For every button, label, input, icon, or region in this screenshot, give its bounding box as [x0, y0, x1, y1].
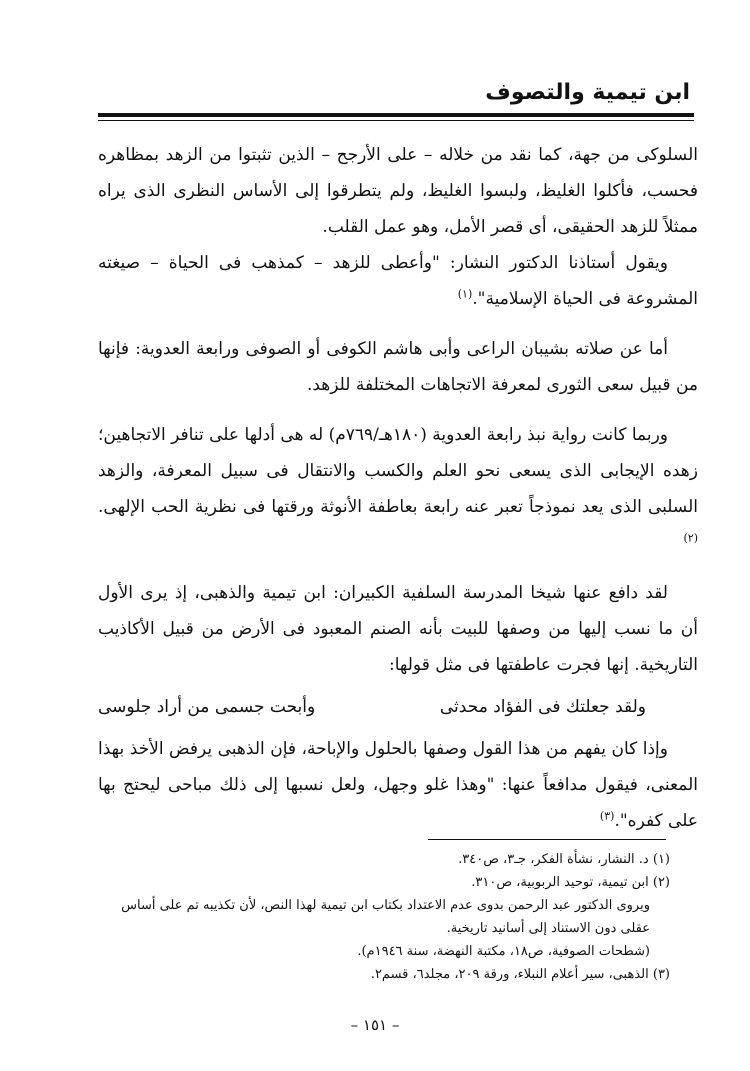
paragraph-4: [98, 417, 698, 561]
paragraph-2-text: ويقول أستاذنا الدكتور النشار: "وأعطى للزهد – كمذهب فى الحياة – صيغته المشروعة فى الحياة الإسلامية".: [98, 253, 698, 309]
running-header: [108, 80, 690, 110]
footnote-2: (٢) ابن تيمية، توحيد الربوبية، ص٣١٠.: [471, 875, 670, 890]
paragraph-2: [98, 245, 698, 317]
paragraph-3: أما عن صلاته بشيبان الراعى وأبى هاشم الكوفى أو الصوفى ورابعة العدوية: فإنها من قبيل سعى الثورى لمعرفة الاتجاهات المختلفة للزهد.: [98, 339, 698, 395]
footnote-2-continuation: ويروى الدكتور عبد الرحمن بدوى عدم الاعتداد بكتاب ابن تيمية لهذا النص، لأن تكذيبه تم على أساس عقلى دون الاستناد إلى أسانيد تاريخية.: [121, 898, 650, 936]
footnote-1: (١) د. النشار، نشأة الفكر، جـ٣، ص٣٤٠.: [458, 852, 670, 867]
footnote-ref-1: (١): [457, 287, 473, 301]
paragraph-6-text: وإذا كان يفهم من هذا القول وصفها بالحلول والإباحة، فإن الذهبى يرفض الأخذ بهذا المعنى، فيقول مدافعاً عنها: "وهذا غلو وجهل، ولعل نسبها إلى ذلك مباحى ليحتج بها على كفره".: [98, 739, 698, 831]
poem-verse: [98, 689, 698, 725]
footnote-2-source: (شطحات الصوفية، ص١٨، مكتبة النهضة، سنة ١٩٤٦م).: [357, 944, 650, 959]
footnote-ref-2: (٢): [683, 531, 698, 545]
header-rule-thin: [98, 120, 694, 121]
footnotes: [118, 848, 670, 986]
verse-first-hemistich: ولقد جعلتك فى الفؤاد محدثى: [439, 697, 646, 717]
paragraph-5: لقد دافع عنها شيخا المدرسة السلفية الكبيران: ابن تيمية والذهبى، إذ يرى الأول أن ما نسب إليها من وصفها للبيت بأنه الصنم المعبود فى الأرض من قبيل الأكاذيب التاريخية. إنها فجرت عاطفتها فى مثل قولها:: [98, 583, 698, 675]
header-rule-thick: [98, 113, 694, 117]
paragraph-1: السلوكى من جهة، كما نقد من خلاله – على الأرجح – الذين تثبتوا من الزهد بمظاهره فحسب، فأكلوا الغليظ، ولبسوا الغليظ، ولم يتطرقوا إلى الأساس النظرى الذى يراه ممثلاً للزهد الحقيقى، أى قصر الأمل، وهو عمل القلب.: [98, 145, 698, 237]
page-number: – ١٥١ –: [350, 1016, 400, 1034]
main-text: [98, 137, 698, 839]
footnote-separator: [428, 839, 666, 840]
footnote-ref-3: (٣): [599, 809, 615, 823]
paragraph-4-text: وربما كانت رواية نبذ رابعة العدوية (١٨٠هـ/٧٦٩م) له هى أدلها على تنافر الاتجاهين؛ زهده الإيجابى الذى يسعى نحو العلم والكسب والانتقال فى سبيل المعرفة، والزهد السلبى الذى يعد نموذجاً تعبر عنه رابعة بعاطفة الأنوثة ورقتها فى نظرية الحب الإلهى.: [98, 425, 698, 517]
header-title: ابن تيمية والتصوف: [485, 80, 690, 105]
paragraph-6: [98, 731, 698, 839]
footnote-3: (٣) الذهبى، سير أعلام النبلاء، ورقة ٢٠٩، مجلد٦، قسم٢.: [370, 967, 670, 982]
verse-second-hemistich: وأبحت جسمى من أراد جلوسى: [98, 697, 316, 717]
